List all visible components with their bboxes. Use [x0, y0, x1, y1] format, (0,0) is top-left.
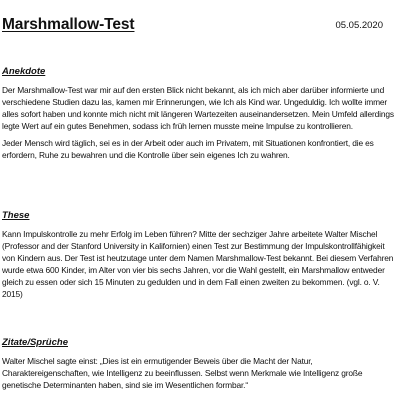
paragraph: Kann Impulskontrolle zu mehr Erfolg im Leben führen? Mitte der sechziger Jahre arbeitete Walter Mischel (Professor and der Stanford University in Kalifornien) einen Test zur Bestimmung der Impulskontrollfähigkeit von Kindern aus. Der Test ist heutzutage unter dem Namen Marshmallow-Test bekannt. Bei diesem Verfahren wurde etwa 600 Kinder, im Alter von vier bis sechs Jahren, vor die Wahl gestellt, ein Marshmallow entweder gleich zu essen oder sich 15 Minuten zu gedulden und in dem Fall einen zweiten zu bekommen. (vgl. o. V. 2015): [2, 229, 394, 299]
paragraph: Der Marshmallow-Test war mir auf den ersten Blick nicht bekannt, als ich mich aber darüber informierte und verschiedene Studien dazu las, kamen mir Erinnerungen, wie Ich als Kind war. Ungeduldig. Ich wollte immer alles sofort haben und konnte mich nicht mit längeren Wartezeiten auseinandersetzen. Mein Umfeld allerdings legte Wert auf ein gutes Benehmen, sodass ich früh lernen musste meine Impulse zu kontrollieren.: [2, 85, 394, 131]
section-zitate: [2, 337, 398, 396]
section-heading-these: These: [2, 210, 30, 221]
section-anekdote: [2, 66, 398, 166]
document-title: Marshmallow-Test: [2, 16, 135, 33]
document-header: [2, 16, 398, 42]
section-heading-anekdote: Anekdote: [2, 66, 46, 77]
paragraph: Jeder Mensch wird täglich, sei es in der Arbeit oder auch im Privatem, mit Situationen konfrontiert, die es erfordern, Ruhe zu bewahren und die Kontrolle über sein eigenes Ich zu wahren.: [2, 138, 374, 160]
section-heading-zitate: Zitate/Sprüche: [2, 337, 68, 348]
section-these: [2, 210, 398, 305]
document-date: 05.05.2020: [335, 20, 383, 31]
paragraph: Walter Mischel sagte einst: „Dies ist ein ermutigender Beweis über die Macht der Natur, Charaktereigenschaften, wie Intelligenz zu beeinflussen. Selbst wenn Merkmale wie Intelligenz große genetische Determinanten haben, sind sie im Wesentlichen formbar.“: [2, 356, 363, 390]
